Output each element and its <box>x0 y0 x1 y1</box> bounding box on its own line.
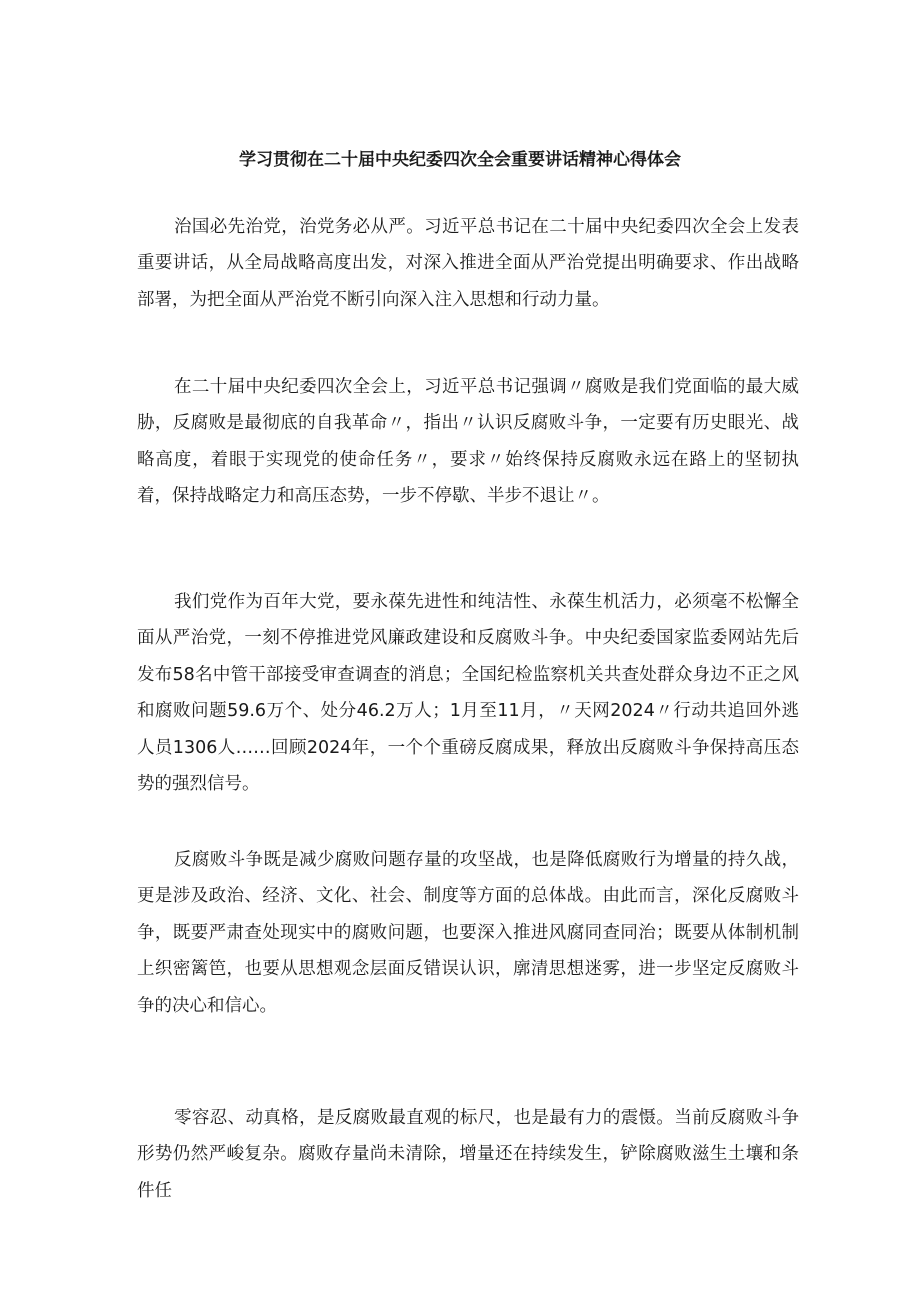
paragraph: 我们党作为百年大党，要永葆先进性和纯洁性、永葆生机活力，必须毫不松懈全面从严治党，一刻不停推进党风廉政建设和反腐败斗争。中央纪委国家监委网站先后发布58名中管干部接受审查调查的消息；全国纪检监察机关共查处群众身边不正之风和腐败问题59.6万个、处分46.2万人；1月至11月，〃天网2024〃行动共追回外逃人员1306人……回顾2024年，一个个重磅反腐成果，释放出反腐败斗争保持高压态势的强烈信号。 <box>137 592 799 795</box>
document-title: 学习贯彻在二十届中央纪委四次全会重要讲话精神心得体会 <box>239 150 681 170</box>
paragraph: 在二十届中央纪委四次全会上，习近平总书记强调〃腐败是我们党面临的最大威胁，反腐败是最彻底的自我革命〃，指出〃认识反腐败斗争，一定要有历史眼光、战略高度，着眼于实现党的使命任务〃，要求〃始终保持反腐败永远在路上的坚韧执着，保持战略定力和高压态势，一步不停歇、半步不退让〃。 <box>137 377 799 507</box>
paragraph: 零容忍、动真格，是反腐败最直观的标尺，也是最有力的震慑。当前反腐败斗争形势仍然严峻复杂。腐败存量尚未清除，增量还在持续发生，铲除腐败滋生土壤和条件任 <box>137 1108 799 1201</box>
paragraph: 反腐败斗争既是减少腐败问题存量的攻坚战，也是降低腐败行为增量的持久战，更是涉及政治、经济、文化、社会、制度等方面的总体战。由此而言，深化反腐败斗争，既要严肃查处现实中的腐败问题，也要深入推进风腐同查同治；既要从体制机制上织密篱笆，也要从思想观念层面反错误认识，廓清思想迷雾，进一步坚定反腐败斗争的决心和信心。 <box>137 850 799 1016</box>
paragraph: 治国必先治党，治党务必从严。习近平总书记在二十届中央纪委四次全会上发表重要讲话，从全局战略高度出发，对深入推进全面从严治党提出明确要求、作出战略部署，为把全面从严治党不断引向深入注入思想和行动力量。 <box>137 217 799 310</box>
